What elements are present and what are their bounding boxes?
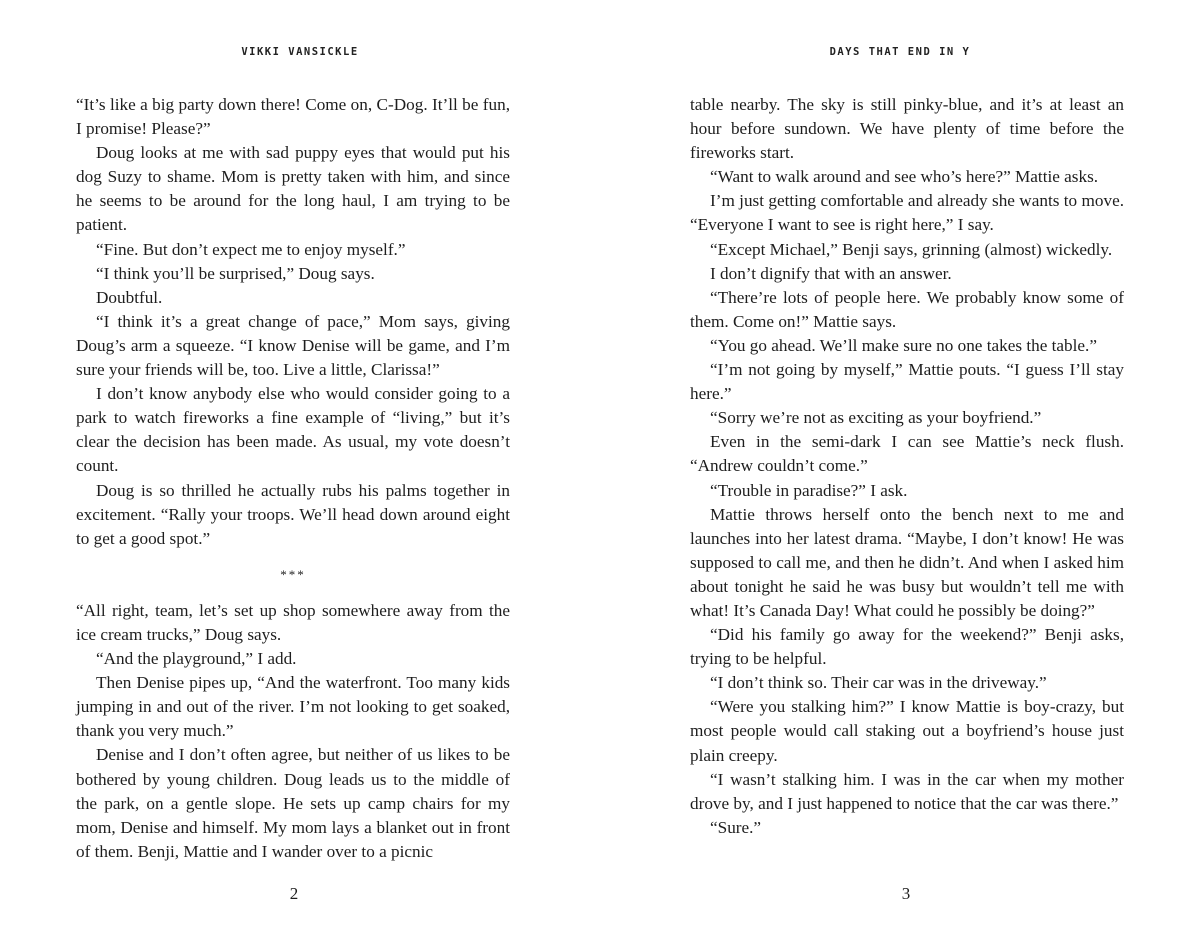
paragraph: Even in the semi-dark I can see Mattie’s neck flush. “Andrew couldn’t come.” bbox=[690, 432, 1124, 476]
paragraph: Mattie throws herself onto the bench next to me and launches into her latest drama. “Maybe, I don’t know! He was supposed to call me, and then he didn’t. And when I asked him about tonight he said he was busy but wouldn’t tell me with what! It’s Canada Day! What could he possibly be doing?” bbox=[690, 504, 1124, 620]
paragraph: table nearby. The sky is still pinky-blue, and it’s at least an hour before sundown. We have plenty of time before the fireworks start. bbox=[690, 95, 1124, 163]
paragraph: Then Denise pipes up, “And the waterfront. Too many kids jumping in and out of the river. I’m not looking to get soaked, thank you very much.” bbox=[76, 673, 510, 741]
paragraph: “All right, team, let’s set up shop somewhere away from the ice cream trucks,” Doug says. bbox=[76, 600, 510, 644]
paragraph: “I’m not going by myself,” Mattie pouts. “I guess I’ll stay here.” bbox=[690, 360, 1124, 404]
paragraph: “Sorry we’re not as exciting as your boyfriend.” bbox=[710, 408, 1042, 428]
paragraph: Doug looks at me with sad puppy eyes that would put his dog Suzy to shame. Mom is pretty taken with him, and since he seems to be around for the long haul, I am trying to be patient. bbox=[76, 143, 510, 235]
left-page-body bbox=[76, 93, 510, 864]
paragraph: I don’t dignify that with an answer. bbox=[710, 263, 952, 283]
running-head-author: VIKKI VANSICKLE bbox=[241, 46, 359, 58]
page-number: 2 bbox=[289, 884, 299, 903]
paragraph: “Were you stalking him?” I know Mattie is boy-crazy, but most people would call staking out a boyfriend’s house just plain creepy. bbox=[690, 697, 1124, 765]
paragraph: Doubtful. bbox=[96, 287, 163, 307]
paragraph: Denise and I don’t often agree, but neither of us likes to be bothered by young children. Doug leads us to the middle of the park, on a gentle slope. He sets up camp chairs for my mom, Denise and himself. My mom lays a blanket out in front of them. Benji, Mattie and I wander over to a picnic bbox=[76, 745, 510, 861]
scene-break: *** bbox=[280, 566, 306, 582]
paragraph: “And the playground,” I add. bbox=[96, 649, 297, 669]
paragraph: “I think you’ll be surprised,” Doug says. bbox=[96, 263, 375, 283]
page-number: 3 bbox=[901, 884, 911, 903]
paragraph: “You go ahead. We’ll make sure no one takes the table.” bbox=[710, 335, 1097, 355]
paragraph: “I don’t think so. Their car was in the driveway.” bbox=[710, 673, 1047, 693]
paragraph: “I wasn’t stalking him. I was in the car when my mother drove by, and I just happened to notice that the car was there.” bbox=[690, 769, 1124, 813]
paragraph: “Want to walk around and see who’s here?” Mattie asks. bbox=[710, 167, 1099, 187]
paragraph: “There’re lots of people here. We probably know some of them. Come on!” Mattie says. bbox=[690, 287, 1124, 331]
paragraph: “Trouble in paradise?” I ask. bbox=[710, 480, 908, 500]
paragraph: “It’s like a big party down there! Come on, C-Dog. It’ll be fun, I promise! Please?” bbox=[76, 95, 510, 139]
paragraph: “Did his family go away for the weekend?” Benji asks, trying to be helpful. bbox=[690, 625, 1124, 669]
right-page bbox=[600, 0, 1200, 930]
paragraph: “Sure.” bbox=[710, 817, 762, 837]
paragraph: “I think it’s a great change of pace,” Mom says, giving Doug’s arm a squeeze. “I know Denise will be game, and I’m sure your friends will be, too. Live a little, Clarissa!” bbox=[76, 311, 510, 380]
paragraph: I’m just getting comfortable and already she wants to move. “Everyone I want to see is right here,” I say. bbox=[690, 191, 1124, 235]
paragraph: I don’t know anybody else who would consider going to a park to watch fireworks a fine example of “living,” but it’s clear the decision has been made. As usual, my vote doesn’t count. bbox=[76, 384, 510, 476]
paragraph: Doug is so thrilled he actually rubs his palms together in excitement. “Rally your troops. We’ll head down around eight to get a good spot.” bbox=[76, 480, 510, 548]
paragraph: “Fine. But don’t expect me to enjoy myself.” bbox=[96, 239, 406, 259]
paragraph: “Except Michael,” Benji says, grinning (almost) wickedly. bbox=[710, 239, 1113, 259]
running-head-title: DAYS THAT END IN Y bbox=[829, 46, 971, 58]
right-page-body bbox=[690, 93, 1124, 840]
